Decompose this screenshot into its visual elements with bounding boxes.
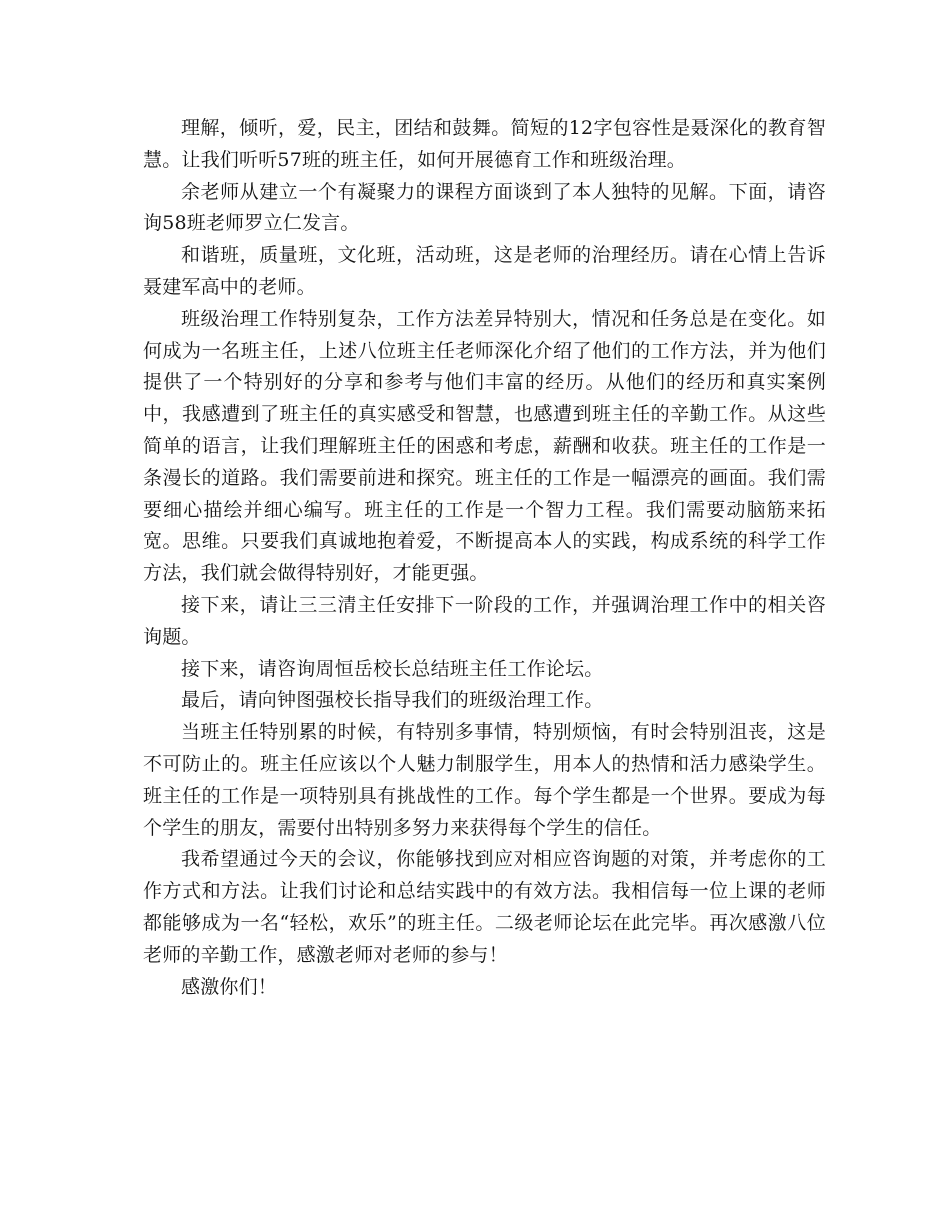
paragraph: 余老师从建立一个有凝聚力的课程方面谈到了本人独特的见解。下面，请咨询58班老师罗立仁发言。 xyxy=(143,180,826,235)
paragraph: 理解，倾听，爱，民主，团结和鼓舞。简短的12字包容性是聂深化的教育智慧。让我们听听57班的班主任，如何开展德育工作和班级治理。 xyxy=(143,117,826,171)
paragraph: 最后，请向钟图强校长指导我们的班级治理工作。 xyxy=(181,689,604,712)
paragraph: 和谐班，质量班，文化班，活动班，这是老师的治理经历。请在心情上告诉聂建军高中的老师。 xyxy=(143,244,826,298)
paragraph: 我希望通过今天的会议，你能够找到应对相应咨询题的对策，并考虑你的工作方式和方法。让我们讨论和总结实践中的有效方法。我相信每一位上课的老师都能够成为一名“轻松，欢乐”的班主任。二级老师论坛在此完毕。再次感激八位老师的辛勤工作，感激老师对老师的参与！ xyxy=(143,848,826,966)
paragraph: 班级治理工作特别复杂，工作方法差异特别大，情况和任务总是在变化。如何成为一名班主任，上述八位班主任老师深化介绍了他们的工作方法，并为他们提供了一个特别好的分享和参考与他们丰富的经历。从他们的经历和真实案例中，我感遭到了班主任的真实感受和智慧，也感遭到班主任的辛勤工作。从这些简单的语言，让我们理解班主任的困惑和考虑，薪酬和收获。班主任的工作是一条漫长的道路。我们需要前进和探究。班主任的工作是一幅漂亮的画面。我们需要细心描绘并细心编写。班主任的工作是一个智力工程。我们需要动脑筋来拓宽。思维。只要我们真诚地抱着爱，不断提高本人的实践，构成系统的科学工作方法，我们就会做得特别好，才能更强。 xyxy=(143,307,826,585)
paragraph: 当班主任特别累的时候，有特别多事情，特别烦恼，有时会特别沮丧，这是不可防止的。班主任应该以个人魅力制服学生，用本人的热情和活力感染学生。班主任的工作是一项特别具有挑战性的工作。每个学生都是一个世界。要成为每个学生的朋友，需要付出特别多努力来获得每个学生的信任。 xyxy=(143,721,826,839)
paragraph: 接下来，请让三三清主任安排下一阶段的工作，并强调治理工作中的相关咨询题。 xyxy=(143,593,826,648)
document-body xyxy=(143,113,826,1003)
paragraph: 接下来，请咨询周恒岳校长总结班主任工作论坛。 xyxy=(181,657,604,680)
paragraph: 感激你们！ xyxy=(181,975,278,998)
